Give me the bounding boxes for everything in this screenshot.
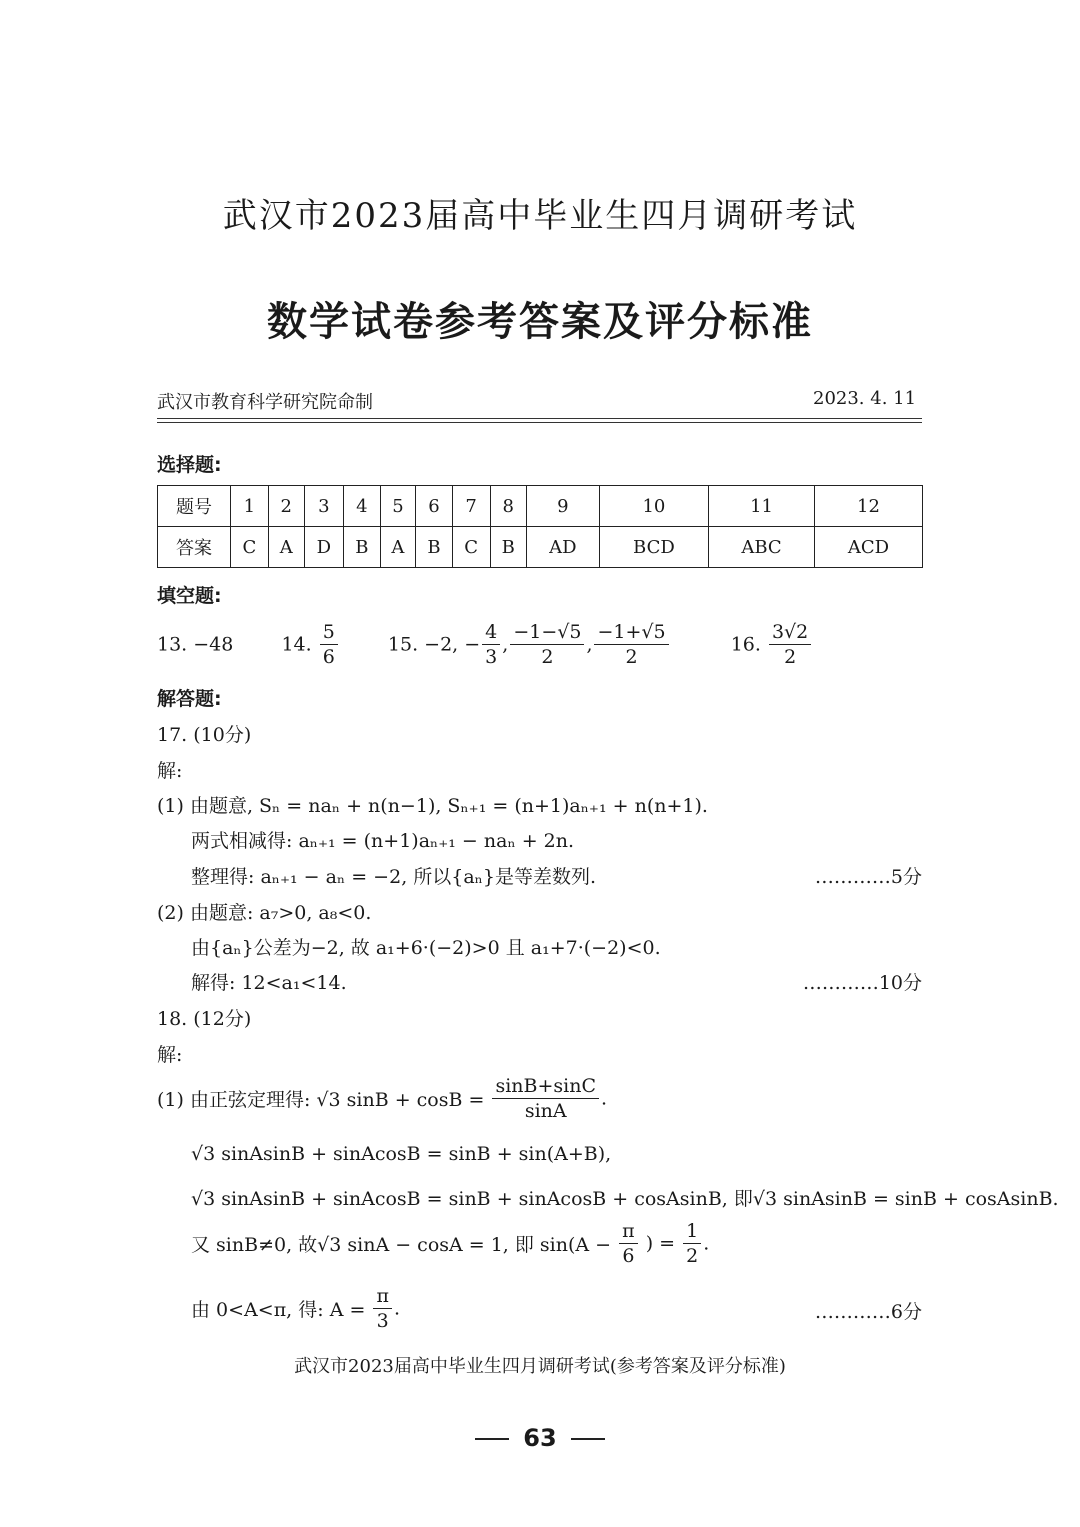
- table-cell: 4: [344, 486, 380, 527]
- q18-line-5: 由 0<A<π, 得: A = $\frac{\pi}{3}$ .: [191, 1285, 400, 1332]
- table-cell: A: [268, 527, 304, 568]
- q17-line-2: 两式相减得: aₙ₊₁ = (n+1)aₙ₊₁ − naₙ + 2n.: [191, 830, 575, 852]
- table-cell: 7: [452, 486, 490, 527]
- table-row-numbers: [158, 486, 923, 527]
- q18-line-4-fraction-1: $\frac{\pi}{6}$: [619, 1219, 638, 1268]
- q17-line-5: 由{aₙ}公差为−2, 故 a₁+6·(−2)>0 且 a₁+7·(−2)<0.: [191, 937, 661, 959]
- table-cell: 5: [380, 486, 416, 527]
- table-cell: BCD: [599, 527, 708, 568]
- q17-line-3: 整理得: aₙ₊₁ − aₙ = −2, 所以{aₙ}是等差数列.: [191, 866, 597, 888]
- answer-16-label: 16.: [730, 633, 761, 656]
- q18-line-4: 又 sinB≠0, 故√3 sinA − cosA = 1, 即 sin(A − $\frac{\pi}{6}$ ) = $\frac{1}{2}$ .: [191, 1220, 710, 1267]
- table-cell: 10: [599, 486, 708, 527]
- q18-line-3: √3 sinAsinB + sinAcosB = sinB + sinAcosB + cosAsinB, 即√3 sinAsinB = sinB + cosAsinB.: [191, 1188, 1059, 1210]
- answer-15-fraction-1: $\frac{4}{3}$: [482, 620, 500, 669]
- publish-date: 2023. 4. 11: [813, 388, 917, 409]
- row-label-answer: 答案: [158, 527, 231, 568]
- q17-title: 17. (10分): [157, 724, 252, 746]
- q18-line-5-fraction: $\frac{\pi}{3}$: [373, 1284, 392, 1333]
- table-cell: ACD: [814, 527, 922, 568]
- mcq-heading: 选择题:: [157, 454, 222, 476]
- q18-jie: 解:: [157, 1044, 183, 1066]
- answer-15-fraction-3: $\frac{-1+√5}{2}$: [594, 620, 668, 669]
- table-cell: AD: [526, 527, 599, 568]
- answer-16-fraction: $\frac{3√2}{2}$: [769, 620, 811, 669]
- row-label-number: 题号: [158, 486, 231, 527]
- header-divider-2: [157, 422, 922, 423]
- table-cell: ABC: [709, 527, 815, 568]
- table-cell: B: [344, 527, 380, 568]
- document-subtitle: 数学试卷参考答案及评分标准: [267, 299, 813, 345]
- table-cell: 12: [814, 486, 922, 527]
- table-cell: 1: [231, 486, 269, 527]
- table-row-answers: [158, 527, 923, 568]
- table-cell: 2: [268, 486, 304, 527]
- table-cell: 9: [526, 486, 599, 527]
- answer-14-label: 14.: [281, 633, 312, 656]
- q17-score-2: …………10分: [802, 972, 922, 994]
- page-number: 63: [0, 1424, 1080, 1452]
- answer-table: [157, 485, 923, 568]
- table-cell: B: [490, 527, 526, 568]
- q18-title: 18. (12分): [157, 1008, 252, 1030]
- fill-answers: 13. −48 14. $\frac{5}{6}$ 15. −2, − $\frac{4}{3}$ , $\frac{-1-√5}{2}$ , $\frac{-1+√5}{2}$ 16. $\frac{3√2}{2}$: [157, 620, 813, 669]
- q17-score-1: …………5分: [814, 866, 922, 888]
- publisher: 武汉市教育科学研究院命制: [157, 392, 373, 413]
- table-cell: D: [304, 527, 343, 568]
- q18-line-2: √3 sinAsinB + sinAcosB = sinB + sin(A+B),: [191, 1143, 612, 1165]
- q18-score-1: …………6分: [814, 1301, 922, 1323]
- q18-line-1: (1) 由正弦定理得: √3 sinB + cosB = $\frac{\sin B+\sin C}{\sin A}$ .: [157, 1075, 608, 1122]
- answer-14-fraction: $\frac{5}{6}$: [320, 620, 338, 669]
- table-cell: B: [416, 527, 452, 568]
- q17-line-1: (1) 由题意, Sₙ = naₙ + n(n−1), Sₙ₊₁ = (n+1)aₙ₊₁ + n(n+1).: [157, 795, 708, 817]
- q18-line-1-fraction: $\frac{\sin B+\sin C}{\sin A}$: [492, 1074, 599, 1123]
- table-cell: C: [231, 527, 269, 568]
- q17-jie: 解:: [157, 760, 183, 782]
- solutions-heading: 解答题:: [157, 688, 222, 710]
- answer-15-label: 15. −2, −: [387, 633, 481, 656]
- table-cell: 11: [709, 486, 815, 527]
- table-cell: 3: [304, 486, 343, 527]
- q17-line-6: 解得: 12<a₁<14.: [191, 972, 347, 994]
- q17-line-4: (2) 由题意: a₇>0, a₈<0.: [157, 902, 372, 924]
- footer-text: 武汉市2023届高中毕业生四月调研考试(参考答案及评分标准): [294, 1356, 786, 1377]
- table-cell: C: [452, 527, 490, 568]
- q18-line-4-fraction-2: $\frac{1}{2}$: [683, 1219, 701, 1268]
- fill-heading: 填空题:: [157, 585, 222, 607]
- table-cell: A: [380, 527, 416, 568]
- header-divider: [157, 418, 922, 419]
- answer-15-fraction-2: $\frac{-1-√5}{2}$: [510, 620, 584, 669]
- answer-13: 13. −48: [157, 633, 234, 656]
- table-cell: 8: [490, 486, 526, 527]
- exam-title: 武汉市2023届高中毕业生四月调研考试: [222, 196, 858, 236]
- table-cell: 6: [416, 486, 452, 527]
